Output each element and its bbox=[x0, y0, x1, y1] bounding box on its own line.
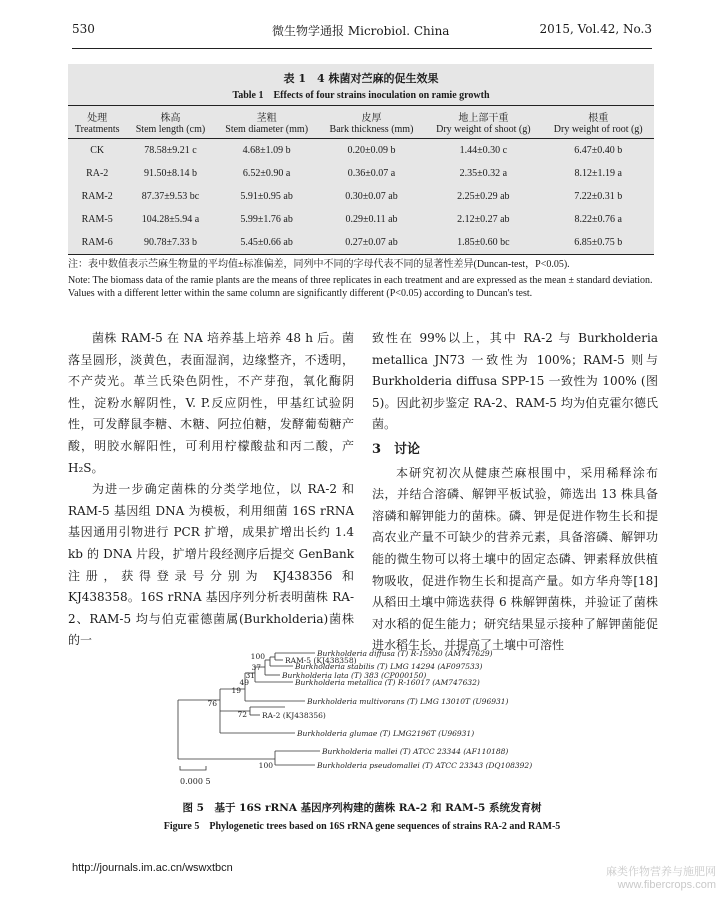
table-caption-en: Table 1 Effects of four strains inoculation on ramie growth bbox=[232, 90, 490, 101]
right-column bbox=[372, 328, 658, 657]
table-cell: 104.28±5.94 a bbox=[141, 214, 200, 225]
journal-name: 微生物学通报 Microbiol. China bbox=[272, 24, 450, 38]
col-header-cn: 皮厚 bbox=[319, 106, 425, 125]
figure-caption-en: Figure 5 Phylogenetic trees based on 16S rRNA gene sequences of strains RA-2 and RAM-5 bbox=[163, 821, 561, 832]
figure-caption-cn: 图 5 基于 16S rRNA 基因序列构建的菌株 RA-2 和 RAM-5 系统发育树 bbox=[182, 802, 542, 814]
table-row bbox=[68, 185, 654, 208]
table-cell: 0.27±0.07 ab bbox=[319, 231, 425, 255]
col-header-en: Dry weight of shoot (g) bbox=[424, 124, 542, 139]
paragraph: 本研究初次从健康苎麻根围中，采用稀释涂布法，并结合溶磷、解钾平板试验，筛选出 13 株具备溶磷和解钾能力的菌株。磷、钾是促进作物生长和提高农业产量不可缺少的营养元素，具备溶磷、解钾功能的微生物可以将土壤中的固定态磷、钾素释放供植物吸收，促进作物生长和提高产量。如方华舟等[18]从稻田土壤中筛选获得 6 株解钾菌株，并验证了菌株对水稻的促生能力；研究结果显示接种了解钾菌能促进水稻生长，并提高了土壤中可溶性 bbox=[372, 465, 658, 653]
bootstrap-value: 76 bbox=[207, 699, 217, 708]
scale-bar bbox=[178, 760, 238, 788]
table-cell: 8.22±0.76 a bbox=[574, 214, 622, 225]
scale-label: 0.000 5 bbox=[180, 777, 211, 786]
data-table bbox=[68, 105, 654, 255]
table-cell: 8.12±1.19 a bbox=[574, 168, 622, 179]
taxon-label: Burkholderia pseudomallei (T) ATCC 23343 (DQ108392) bbox=[317, 761, 533, 770]
taxon-label: Burkholderia metallica (T) R-16017 (AM747632) bbox=[295, 678, 480, 687]
table-cell: 0.29±0.11 ab bbox=[345, 214, 398, 225]
watermark bbox=[606, 866, 716, 892]
table-cell: 0.20±0.09 b bbox=[347, 145, 396, 156]
table-cell: 90.78±7.33 b bbox=[126, 231, 214, 255]
table-cell: 1.85±0.60 bc bbox=[424, 231, 542, 255]
col-header-en: Stem length (cm) bbox=[126, 124, 214, 139]
col-header-cn: 地上部干重 bbox=[424, 106, 542, 125]
taxon-label: Burkholderia lata (T) 383 (CP000150) bbox=[282, 671, 427, 680]
bootstrap-value: 49 bbox=[239, 678, 249, 687]
bootstrap-value: 31 bbox=[245, 671, 255, 680]
table-cell: 1.44±0.30 c bbox=[459, 145, 508, 156]
col-header-cn: 茎粗 bbox=[215, 106, 319, 125]
col-header-cn: 处理 bbox=[68, 106, 126, 125]
taxon-label: Burkholderia glumae (T) LMG2196T (U96931) bbox=[297, 729, 475, 738]
table-cell: 5.99±1.76 ab bbox=[240, 214, 293, 225]
paragraph: 菌株 RAM-5 在 NA 培养基上培养 48 h 后。菌落呈圆形，淡黄色，表面湿润，边缘整齐，不透明，不产荧光。革兰氏染色阴性，不产芽孢，氧化酶阴性，淀粉水解阴性，V. P.反应阴性，甲基红试验阴性，可发酵鼠李糖、木糖、阿拉伯糖，发酵葡萄糖产酸，明胶水解阳性，可利用柠檬酸盐和丙二酸，产 H₂S。 bbox=[68, 331, 354, 475]
table-1 bbox=[68, 64, 654, 255]
table-row bbox=[68, 139, 654, 163]
col-header-en: Dry weight of root (g) bbox=[542, 124, 654, 139]
col-header-en: Bark thickness (mm) bbox=[319, 124, 425, 139]
table-note-en: Note: The biomass data of the ramie plants are the means of three replicates in each treatment and are expressed as the mean ± standard deviation. Values with a different letter within the same column are significantly different (P<0.05) according to Duncan's test. bbox=[68, 275, 653, 299]
issue-info: 2015, Vol.42, No.3 bbox=[539, 22, 652, 36]
taxon-label: Burkholderia multivorans (T) LMG 13010T (U96931) bbox=[307, 697, 509, 706]
running-header bbox=[72, 22, 652, 42]
taxon-label: Burkholderia mallei (T) ATCC 23344 (AF110188) bbox=[322, 747, 509, 756]
table-cell: RAM-6 bbox=[68, 231, 126, 255]
table-cell: 0.30±0.07 ab bbox=[345, 191, 398, 202]
table-cell: 4.68±1.09 b bbox=[242, 145, 291, 156]
header-row-cn bbox=[68, 106, 654, 125]
page-number: 530 bbox=[72, 22, 95, 36]
left-column bbox=[68, 328, 354, 652]
bootstrap-value: 100 bbox=[258, 761, 273, 770]
paragraph: 致性在 99%以上，其中 RA-2 与 Burkholderia metallica JN73 一致性为 100%；RAM-5 则与 Burkholderia diffusa SPP-15 一致性为 100% (图 5)。因此初步鉴定 RA-2、RAM-5 均为伯克霍尔德氏菌。 bbox=[372, 331, 658, 432]
col-header-cn: 株高 bbox=[126, 106, 214, 125]
bootstrap-value: 100 bbox=[250, 652, 265, 661]
table-cell: 7.22±0.31 b bbox=[574, 191, 623, 202]
taxon-label: Burkholderia stabilis (T) LMG 14294 (AF097533) bbox=[295, 662, 483, 671]
taxon-label: Burkholderia diffusa (T) R-15930 (AM747629) bbox=[317, 649, 493, 658]
col-header-en: Stem diameter (mm) bbox=[215, 124, 319, 139]
table-row bbox=[68, 231, 654, 255]
table-caption-cn: 表 1 4 株菌对苎麻的促生效果 bbox=[283, 72, 439, 85]
table-cell: 6.52±0.90 a bbox=[242, 168, 291, 179]
table-cell: RAM-2 bbox=[81, 191, 113, 202]
watermark-en: www.fibercrops.com bbox=[617, 879, 716, 891]
taxon-label: RAM-5 (KJ438358) bbox=[285, 656, 357, 665]
table-note-cn: 注：表中数值表示苎麻生物量的平均值±标准偏差，同列中不同的字母代表不同的显著性差异(Duncan-test，P<0.05). bbox=[68, 259, 570, 270]
table-cell: 6.47±0.40 b bbox=[574, 145, 623, 156]
col-header-en: Treatments bbox=[68, 124, 126, 139]
table-cell: 91.50±8.14 b bbox=[143, 168, 197, 179]
table-cell: CK bbox=[90, 145, 105, 156]
watermark-cn: 麻类作物营养与施肥网 bbox=[606, 866, 716, 878]
table-cell: 87.37±9.53 bc bbox=[141, 191, 200, 202]
table-row bbox=[68, 162, 654, 185]
table-cell: RAM-5 bbox=[81, 214, 113, 225]
table-row bbox=[68, 208, 654, 231]
table-cell: 5.91±0.95 ab bbox=[240, 191, 293, 202]
col-header-cn: 根重 bbox=[542, 106, 654, 125]
table-cell: 78.58±9.21 c bbox=[144, 145, 197, 156]
footer-url: http://journals.im.ac.cn/wswxtbcn bbox=[72, 862, 233, 874]
header-row-en bbox=[68, 124, 654, 139]
table-cell: 6.85±0.75 b bbox=[542, 231, 654, 255]
bootstrap-value: 72 bbox=[237, 710, 247, 719]
section-heading: 3 讨论 bbox=[372, 441, 421, 457]
table-cell: RA-2 bbox=[86, 168, 109, 179]
taxon-label: RA-2 (KJ438356) bbox=[262, 711, 326, 720]
table-cell: 2.35±0.32 a bbox=[459, 168, 508, 179]
table-cell: 2.12±0.27 ab bbox=[457, 214, 510, 225]
paragraph: 为进一步确定菌株的分类学地位，以 RA-2 和 RAM-5 基因组 DNA 为模板，利用细菌 16S rRNA 基因通用引物进行 PCR 扩增，成果扩增出长约 1.4 kb 的 DNA 片段，扩增片段经测序后提交 GenBank 注册，获得登录号分别为 KJ438356 和 KJ438358。16S rRNA 基因序列分析表明菌株 RA-2、RAM-5 均与伯克霍德菌属(Burkholderia)菌株的一 bbox=[68, 482, 354, 648]
header-rule bbox=[72, 48, 652, 49]
bootstrap-value: 37 bbox=[251, 663, 261, 672]
bootstrap-value: 19 bbox=[231, 686, 241, 695]
table-cell: 0.36±0.07 a bbox=[347, 168, 396, 179]
table-cell: 5.45±0.66 ab bbox=[215, 231, 319, 255]
table-cell: 2.25±0.29 ab bbox=[457, 191, 510, 202]
